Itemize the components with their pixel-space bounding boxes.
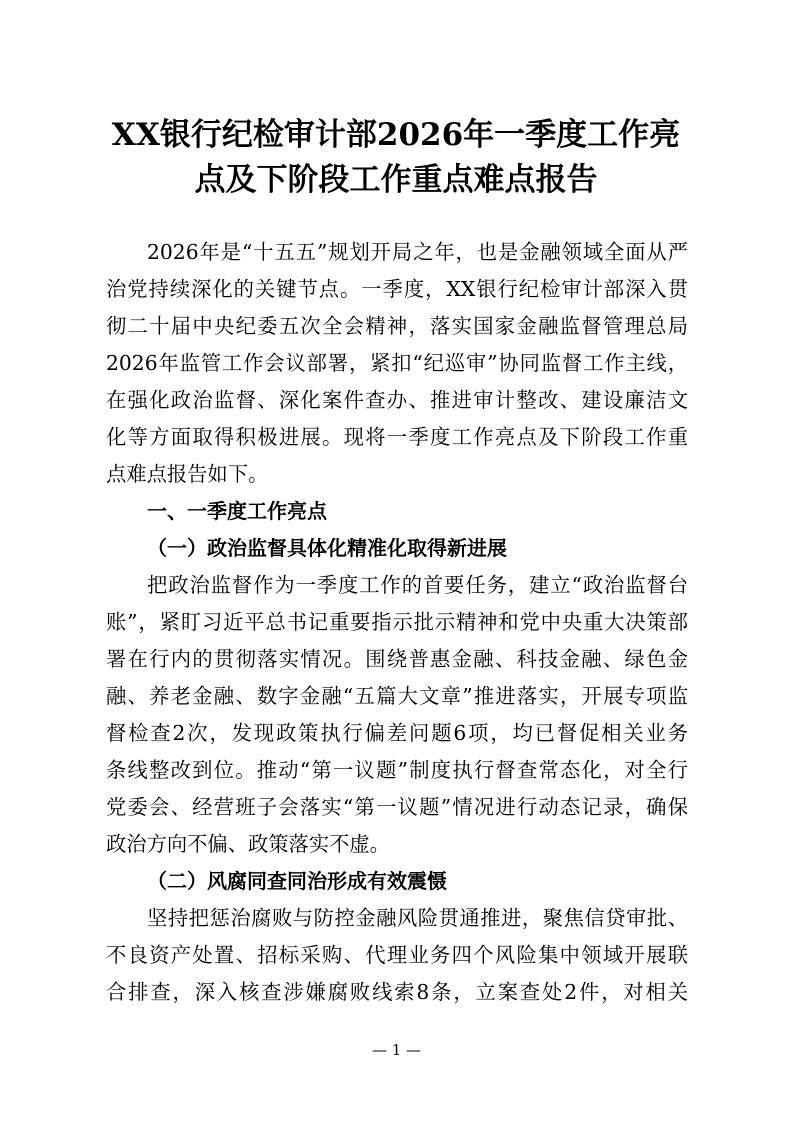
subsection-heading: （二）风腐同查同治形成有效震慑 <box>147 869 447 893</box>
paragraph-line: 署在行内的贯彻落实情况。围绕普惠金融、科技金融、绿色金 <box>106 647 688 671</box>
paragraph-line: 党委会、经营班子会落实“第一议题”情况进行动态记录，确保 <box>106 795 688 819</box>
paragraph-line: 把政治监督作为一季度工作的首要任务，建立“政治监督台 <box>147 573 688 597</box>
intro-line: 2026年是“十五五”规划开局之年，也是金融领域全面从严 <box>147 240 688 264</box>
paragraph-line: 合排查，深入核查涉嫌腐败线索8条，立案查处2件，对相关 <box>106 980 688 1004</box>
intro-line: 在强化政治监督、深化案件查办、推进审计整改、建设廉洁文 <box>106 388 688 412</box>
page-number: — 1 — <box>371 1041 422 1059</box>
document-title-line-1: XX银行纪检审计部2026年一季度工作亮 <box>111 117 681 153</box>
paragraph-line: 条线整改到位。推动“第一议题”制度执行督查常态化，对全行 <box>106 758 688 782</box>
intro-line: 治党持续深化的关键节点。一季度，XX银行纪检审计部深入贯 <box>106 277 688 301</box>
intro-line: 点难点报告如下。 <box>106 462 269 486</box>
paragraph-line: 督检查2次，发现政策执行偏差问题6项，均已督促相关业务 <box>106 721 688 745</box>
document-body <box>106 234 688 1011</box>
subsection-heading: （一）政治监督具体化精准化取得新进展 <box>147 536 507 560</box>
paragraph-line: 政治方向不偏、政策落实不虚。 <box>106 832 390 856</box>
intro-line: 2026年监管工作会议部署，紧扣“纪巡审”协同监督工作主线， <box>106 351 688 375</box>
paragraph-line: 账”，紧盯习近平总书记重要指示批示精神和党中央重大决策部 <box>106 610 688 634</box>
document-title-line-2: 点及下阶段工作重点难点报告 <box>194 162 598 198</box>
paragraph-line: 融、养老金融、数字金融“五篇大文章”推进落实，开展专项监 <box>106 684 688 708</box>
paragraph-line: 不良资产处置、招标采购、代理业务四个风险集中领域开展联 <box>106 943 688 967</box>
section-heading: 一、一季度工作亮点 <box>147 499 327 523</box>
paragraph-line: 坚持把惩治腐败与防控金融风险贯通推进，聚焦信贷审批、 <box>147 906 688 930</box>
intro-line: 彻二十届中央纪委五次全会精神，落实国家金融监督管理总局 <box>106 314 688 338</box>
intro-line: 化等方面取得积极进展。现将一季度工作亮点及下阶段工作重 <box>106 425 688 449</box>
